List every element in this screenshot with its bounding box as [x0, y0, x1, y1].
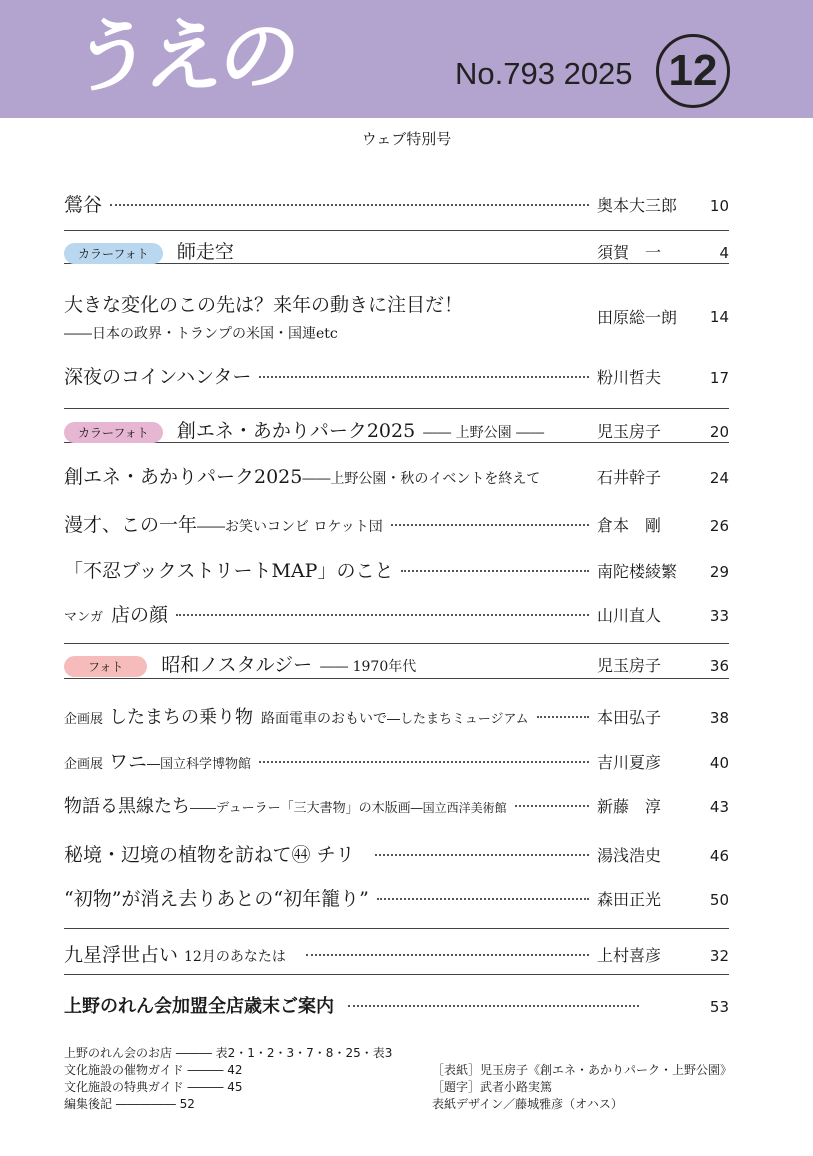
edition-subtitle: ウェブ特別号: [361, 130, 452, 148]
toc-item[interactable]: [64, 840, 729, 867]
footer-line: 文化施設の催物ガイド ――― 42: [64, 1063, 243, 1077]
toc-title: 鶯谷: [64, 194, 103, 216]
toc-subtitle: 路面電車のおもいで: [261, 711, 388, 727]
toc-subtitle: 12月のあなたは: [184, 949, 286, 965]
toc-author: 山川直人: [597, 606, 662, 625]
toc-subtitle: ――お笑いコンビ ロケット団: [197, 519, 383, 535]
toc-author: 田原総一朗: [597, 308, 678, 327]
toc-title: 創エネ・あかりパーク2025: [176, 420, 416, 442]
footer-line: ［題字］武者小路実篤: [432, 1080, 553, 1094]
toc-author: 森田正光: [597, 890, 662, 909]
toc-page: 53: [709, 998, 729, 1016]
footer-line: ［表紙］児玉房子《創エネ・あかりパーク・上野公園》: [432, 1063, 733, 1077]
toc-author: 吉川夏彦: [597, 753, 662, 772]
toc-title: “初物”が消え去りあとの“初年籠り”: [64, 888, 369, 910]
toc-page: 4: [719, 244, 729, 262]
toc-item[interactable]: [64, 362, 729, 389]
footer-credits: [432, 1062, 732, 1113]
footer-line: 上野のれん会のお店 ――― 表2・1・2・3・7・8・25・表3: [64, 1046, 393, 1060]
magazine-logo: うえの: [65, 9, 301, 103]
leader-dots: [537, 716, 589, 718]
header-band: [0, 0, 813, 118]
toc-page: 20: [709, 423, 729, 441]
toc-page: 14: [709, 307, 729, 326]
leader-dots: [375, 854, 589, 856]
toc-author: 児玉房子: [597, 422, 662, 441]
toc-title: したまちの乗り物: [109, 707, 254, 728]
leader-dots: [259, 376, 589, 378]
toc-title: 漫才、この一年: [64, 514, 198, 536]
toc-author: 本田弘子: [597, 708, 662, 727]
toc-subtitle: ――デューラー「三大書物」の木版画: [190, 801, 411, 816]
toc-item[interactable]: [64, 462, 729, 489]
toc-author: 須賀 一: [597, 243, 662, 262]
toc-item[interactable]: [64, 600, 729, 627]
toc-page: 36: [709, 657, 729, 675]
issue-number: No.793 2025: [455, 56, 633, 91]
footer-line: 編集後記 ――――― 52: [64, 1097, 195, 1111]
toc-title: 創エネ・あかりパーク2025: [64, 466, 303, 488]
toc-title: 「不忍ブックストリートMAP」のこと: [64, 560, 394, 582]
toc-item[interactable]: [64, 703, 729, 729]
toc-title: 秘境・辺境の植物を訪ねて㊹ チリ: [64, 844, 355, 866]
leader-dots: [377, 898, 589, 900]
toc-page: 50: [709, 891, 729, 909]
leader-dots: [259, 761, 589, 763]
toc-author: 児玉房子: [597, 656, 662, 675]
toc-prefix: 企画展: [64, 757, 104, 772]
leader-dots: [401, 570, 589, 572]
toc-author: 南陀楼綾繁: [597, 562, 678, 581]
month-badge: 12: [656, 34, 730, 108]
footer-line: 文化施設の特典ガイド ――― 45: [64, 1080, 243, 1094]
leader-dots: [515, 805, 589, 807]
toc-item[interactable]: [64, 992, 729, 1018]
toc-item[interactable]: [64, 510, 729, 537]
toc-page: 10: [709, 197, 729, 215]
toc-title: 師走空: [176, 241, 234, 263]
toc-note: ―国立科学博物館: [147, 757, 252, 772]
toc-title: ワニ: [109, 751, 148, 773]
toc-page: 46: [709, 847, 729, 865]
toc-author: 倉本 剛: [597, 516, 662, 535]
toc-item[interactable]: [64, 747, 729, 774]
toc-subtitle: ―― 上野公園 ――: [423, 425, 545, 441]
divider: [64, 974, 729, 975]
toc-item[interactable]: [64, 556, 729, 583]
tag-badge: カラーフォト: [64, 243, 163, 264]
toc-author: 湯浅浩史: [597, 846, 662, 865]
toc-page: 24: [709, 469, 729, 487]
tag-badge: フォト: [64, 656, 147, 677]
toc-title: 九星浮世占い: [64, 944, 179, 966]
toc-title: 上野のれん会加盟全店歳末ご案内: [64, 996, 334, 1017]
toc-title: 昭和ノスタルジー: [161, 654, 313, 676]
toc-title: 店の顔: [111, 604, 169, 626]
leader-dots: [391, 524, 589, 526]
divider: [64, 928, 729, 929]
toc-title: 物語る黒線たち: [64, 796, 190, 817]
toc-page: 40: [709, 754, 729, 772]
toc-title: 深夜のコインハンター: [64, 366, 252, 388]
toc-item[interactable]: [64, 940, 729, 967]
leader-dots: [110, 204, 589, 206]
toc-page: 17: [709, 369, 729, 387]
leader-dots: [176, 614, 589, 616]
toc-author: 新藤 淳: [597, 797, 662, 816]
toc-author: 奥本大三郎: [597, 196, 678, 215]
toc-page: 43: [709, 798, 729, 816]
toc-item[interactable]: [64, 643, 729, 679]
leader-dots: [348, 1005, 639, 1007]
toc-page: 33: [709, 607, 729, 625]
toc-item[interactable]: [64, 792, 729, 818]
toc-author: 石井幹子: [597, 468, 662, 487]
toc-prefix: 企画展: [64, 712, 104, 727]
toc-page: 38: [709, 709, 729, 727]
toc-item[interactable]: [64, 190, 729, 217]
toc-subtitle: ―― 1970年代: [320, 659, 417, 675]
toc-page: 26: [709, 517, 729, 535]
toc-note: ―したまちミュージアム: [387, 712, 529, 727]
toc-item[interactable]: [64, 408, 729, 443]
footer-line: 表紙デザイン／藤城雅彦（オハス）: [432, 1097, 623, 1111]
toc-item[interactable]: [64, 290, 729, 343]
toc-item[interactable]: [64, 230, 729, 264]
toc-subtitle: ――上野公園・秋のイベントを終えて: [302, 471, 541, 487]
toc-title: 大きな変化のこの先は？来年の動きに注目だ！: [64, 294, 464, 316]
toc-page: 32: [709, 947, 729, 965]
toc-author: 上村喜彦: [597, 946, 662, 965]
toc-subtitle: ――日本の政界・トランプの米国・国連etc: [64, 326, 338, 342]
leader-dots: [306, 954, 589, 956]
toc-prefix: マンガ: [64, 610, 104, 625]
tag-badge: カラーフォト: [64, 422, 163, 443]
toc-note: ―国立西洋美術館: [410, 801, 507, 815]
toc-item[interactable]: [64, 884, 729, 911]
toc-page: 29: [709, 563, 729, 581]
toc-author: 粉川哲夫: [597, 368, 662, 387]
footer-guide: [64, 1045, 392, 1113]
